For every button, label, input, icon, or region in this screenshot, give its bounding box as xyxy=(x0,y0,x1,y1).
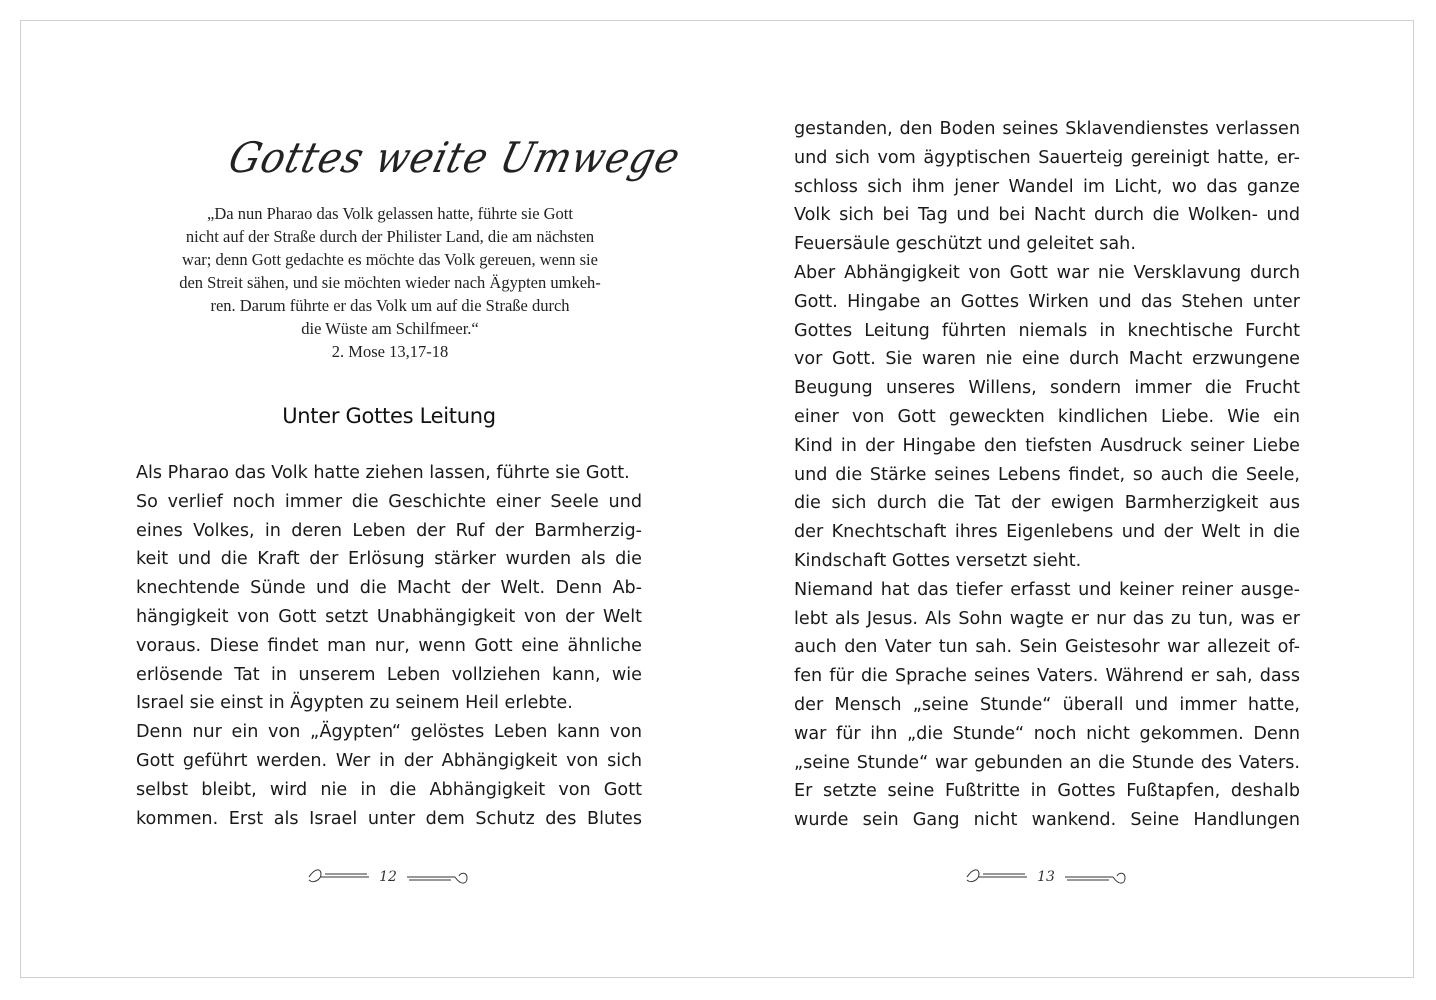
text-line: ren. Darum führte er das Volk um auf die Straße durch xyxy=(210,296,570,315)
text-line: gestanden, den Boden seines Sklavendienstes verlassen xyxy=(794,119,1300,139)
text-line: Kind in der Hingabe den tiefsten Ausdruck seiner Liebe xyxy=(794,435,1300,456)
text-line: einer von Gott geweckten kindlichen Liebe. Wie ein xyxy=(794,406,1300,427)
text-line: vor Gott. Sie waren nie eine durch Macht erzwungene xyxy=(794,349,1300,370)
text-line: Beugung unseres Willens, sondern immer die Frucht xyxy=(794,378,1300,399)
ornament-left-icon xyxy=(963,864,1029,890)
left-page-body xyxy=(136,459,642,833)
page-number: 13 xyxy=(1037,869,1055,885)
chapter-title xyxy=(220,118,686,198)
text-line: Er setzte seine Fußtritte in Gottes Fußtapfen, deshalb xyxy=(794,781,1300,802)
text-line: Aber Abhängigkeit von Gott war nie Versklavung durch xyxy=(794,262,1300,283)
text-line: schloss sich ihm jener Wandel im Licht, wo das ganze xyxy=(794,176,1300,197)
text-line: lebt als Jesus. Als Sohn wagte er nur das zu tun, was er xyxy=(794,608,1300,629)
text-line: voraus. Diese findet man nur, wenn Gott eine ähnliche xyxy=(136,635,642,656)
text-line: „seine Stunde“ war gebunden an die Stunde des Vaters. xyxy=(794,752,1300,773)
section-heading: Unter Gottes Leitung xyxy=(282,404,496,428)
epigraph xyxy=(120,202,660,363)
text-line: Israel sie einst in Ägypten zu seinem Heil erlebte. xyxy=(136,693,573,714)
text-line: Als Pharao das Volk hatte ziehen lassen, führte sie Gott. xyxy=(136,463,630,483)
text-line: Niemand hat das tiefer erfasst und keiner reiner ausge- xyxy=(794,579,1300,600)
text-line: Feuersäule geschützt und geleitet sah. xyxy=(794,234,1136,255)
ornament-left-icon xyxy=(305,864,371,890)
page-footer-right xyxy=(961,862,1131,892)
text-line: der Knechtschaft ihres Eigenlebens und der Welt in die xyxy=(794,522,1300,543)
text-line: auch den Vater tun sah. Sein Geistesohr war allezeit of- xyxy=(794,637,1300,658)
text-line: keit und die Kraft der Erlösung stärker wurden als die xyxy=(136,549,642,570)
text-line: eines Volkes, in deren Leben der Ruf der Barmherzig- xyxy=(136,520,642,541)
text-line: selbst bleibt, wird nie in die Abhängigkeit von Gott xyxy=(136,779,642,800)
text-line: wurde sein Gang nicht wankend. Seine Handlungen xyxy=(794,810,1300,831)
ornament-right-icon xyxy=(1063,864,1129,890)
text-line: nicht auf der Straße durch der Philister Land, die am nächsten xyxy=(185,227,595,246)
text-line: den Streit sähen, und sie möchten wieder nach Ägypten umkeh- xyxy=(179,273,601,292)
chapter-title-text: Gottes weite Umwege xyxy=(224,133,686,182)
text-line: fen für die Sprache seines Vaters. Während er sah, dass xyxy=(794,666,1300,687)
text-line: So verlief noch immer die Geschichte einer Seele und xyxy=(136,491,642,512)
text-line: die Wüste am Schilfmeer.“ xyxy=(301,319,479,338)
right-page-body xyxy=(794,115,1300,835)
page-footer-left xyxy=(303,862,473,892)
text-line: hängigkeit von Gott setzt Unabhängigkeit von der Welt xyxy=(136,606,642,627)
text-line: Gott. Hingabe an Gottes Wirken und das Stehen unter xyxy=(794,291,1300,312)
text-line: war; denn Gott gedachte es möchte das Volk gereuen, wenn sie xyxy=(182,250,598,269)
page-number: 12 xyxy=(379,869,397,885)
text-line: Kindschaft Gottes versetzt sieht. xyxy=(794,550,1082,571)
text-line: und die Stärke seines Lebens findet, so auch die Seele, xyxy=(794,464,1300,485)
text-line: 2. Mose 13,17-18 xyxy=(331,342,449,361)
text-line: war für ihn „die Stunde“ noch nicht gekommen. Denn xyxy=(794,723,1300,744)
text-line: knechtende Sünde und die Macht der Welt. Denn Ab- xyxy=(136,578,642,599)
text-line: die sich durch die Tat der ewigen Barmherzigkeit aus xyxy=(794,493,1300,514)
text-line: erlösende Tat in unserem Leben vollziehen kann, wie xyxy=(136,664,642,685)
text-line: der Mensch „seine Stunde“ überall und immer hatte, xyxy=(794,694,1300,715)
text-line: Volk sich bei Tag und bei Nacht durch die Wolken- und xyxy=(794,205,1300,226)
text-line: Gottes Leitung führten niemals in knechtische Furcht xyxy=(794,320,1300,341)
ornament-right-icon xyxy=(405,864,471,890)
text-line: und sich vom ägyptischen Sauerteig gereinigt hatte, er- xyxy=(794,147,1300,168)
text-line: kommen. Erst als Israel unter dem Schutz des Blutes xyxy=(136,808,642,829)
text-line: Denn nur ein von „Ägypten“ gelöstes Leben kann von xyxy=(136,722,642,743)
text-line: Gott geführt werden. Wer in der Abhängigkeit von sich xyxy=(136,750,642,771)
text-line: „Da nun Pharao das Volk gelassen hatte, führte sie Gott xyxy=(207,204,573,223)
